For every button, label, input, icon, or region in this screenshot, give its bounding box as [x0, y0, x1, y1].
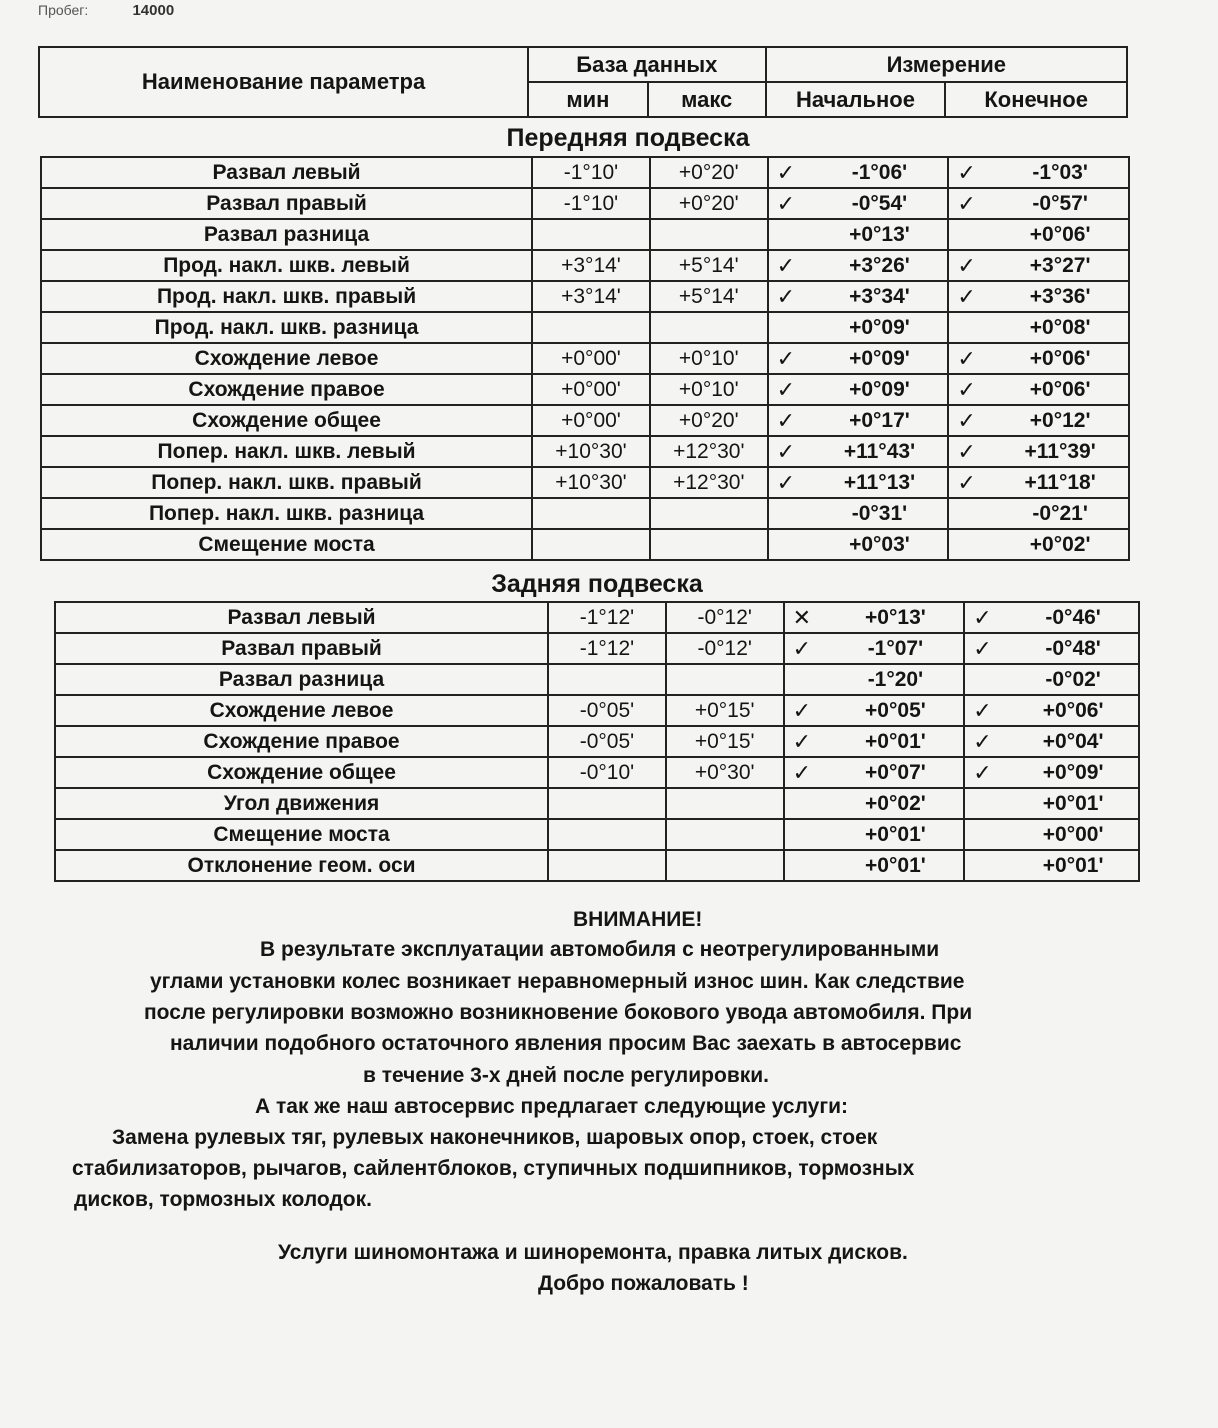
final-value-cell: +0°08': [992, 312, 1129, 343]
table-row: [55, 819, 1139, 850]
min-value-cell: -1°12': [548, 602, 666, 633]
final-check-icon: ✓: [964, 602, 1008, 633]
final-value-cell: +0°02': [992, 529, 1129, 560]
param-name-cell: Попер. накл. шкв. левый: [41, 436, 532, 467]
front-table: [40, 156, 1130, 561]
max-value-cell: [666, 664, 784, 695]
final-check-icon: [964, 664, 1008, 695]
table-row: [55, 788, 1139, 819]
param-name-cell: Прод. накл. шкв. левый: [41, 250, 532, 281]
param-name-cell: Развал правый: [41, 188, 532, 219]
initial-check-icon: ✓: [784, 757, 828, 788]
max-value-cell: +5°14': [650, 250, 768, 281]
notice-line: дисков, тормозных колодок.: [74, 1188, 372, 1211]
final-value-cell: +0°12': [992, 405, 1129, 436]
initial-check-icon: [784, 850, 828, 881]
min-value-cell: [548, 819, 666, 850]
table-row: [41, 529, 1129, 560]
initial-check-icon: [784, 788, 828, 819]
max-value-cell: [650, 529, 768, 560]
final-value-cell: +3°27': [992, 250, 1129, 281]
notice-line: А так же наш автосервис предлагает следующие услуги:: [255, 1095, 849, 1118]
min-value-cell: +0°00': [532, 343, 650, 374]
final-check-icon: [964, 850, 1008, 881]
initial-value-cell: +0°13': [828, 602, 965, 633]
final-check-icon: [948, 312, 992, 343]
table-row: [55, 726, 1139, 757]
initial-check-icon: ✓: [768, 188, 812, 219]
final-value-cell: +0°00': [1008, 819, 1139, 850]
min-value-cell: -1°10': [532, 188, 650, 219]
initial-value-cell: +0°05': [828, 695, 965, 726]
max-value-cell: +0°10': [650, 343, 768, 374]
min-header: мин: [528, 82, 648, 117]
final-check-icon: ✓: [948, 188, 992, 219]
max-value-cell: [650, 312, 768, 343]
max-value-cell: +0°20': [650, 157, 768, 188]
final-check-icon: ✓: [948, 250, 992, 281]
param-name-cell: Прод. накл. шкв. разница: [41, 312, 532, 343]
initial-value-cell: +3°26': [812, 250, 949, 281]
initial-value-cell: +0°01': [828, 819, 965, 850]
table-row: [41, 219, 1129, 250]
final-value-cell: +0°01': [1008, 850, 1139, 881]
param-name-cell: Отклонение геом. оси: [55, 850, 548, 881]
notice-line: наличии подобного остаточного явления просим Вас заехать в автосервис: [170, 1032, 962, 1055]
min-value-cell: -0°05': [548, 726, 666, 757]
initial-value-cell: +0°03': [812, 529, 949, 560]
table-row: [55, 664, 1139, 695]
initial-check-icon: [784, 819, 828, 850]
initial-value-cell: -0°31': [812, 498, 949, 529]
max-value-cell: +0°10': [650, 374, 768, 405]
max-value-cell: -0°12': [666, 633, 784, 664]
param-name-header: Наименование параметра: [39, 47, 528, 117]
min-value-cell: -0°10': [548, 757, 666, 788]
final-check-icon: ✓: [948, 157, 992, 188]
min-value-cell: [548, 788, 666, 819]
mileage-label: Пробег:: [38, 2, 89, 18]
param-name-cell: Развал левый: [41, 157, 532, 188]
final-value-cell: -0°57': [992, 188, 1129, 219]
initial-check-icon: ✕: [784, 602, 828, 633]
initial-value-cell: -1°20': [828, 664, 965, 695]
final-value-cell: +11°18': [992, 467, 1129, 498]
initial-value-cell: +0°01': [828, 726, 965, 757]
mileage: [38, 2, 174, 19]
min-value-cell: +10°30': [532, 467, 650, 498]
table-row: [41, 467, 1129, 498]
initial-check-icon: ✓: [768, 467, 812, 498]
final-value-cell: -0°21': [992, 498, 1129, 529]
measurement-header: Измерение: [766, 47, 1127, 82]
table-row: [55, 850, 1139, 881]
notice-title: ВНИМАНИЕ!: [573, 908, 703, 931]
initial-check-icon: [768, 312, 812, 343]
initial-check-icon: ✓: [768, 374, 812, 405]
table-row: [41, 188, 1129, 219]
final-value-cell: -1°03': [992, 157, 1129, 188]
final-value-cell: +0°06': [992, 343, 1129, 374]
table-row: [41, 157, 1129, 188]
min-value-cell: -0°05': [548, 695, 666, 726]
initial-check-icon: [768, 529, 812, 560]
initial-check-icon: [768, 219, 812, 250]
final-header: Конечное: [945, 82, 1127, 117]
initial-value-cell: +3°34': [812, 281, 949, 312]
final-check-icon: ✓: [948, 281, 992, 312]
min-value-cell: [548, 664, 666, 695]
max-value-cell: [650, 498, 768, 529]
param-name-cell: Развал правый: [55, 633, 548, 664]
param-name-cell: Угол движения: [55, 788, 548, 819]
max-value-cell: +0°15': [666, 695, 784, 726]
table-row: [55, 757, 1139, 788]
max-value-cell: [666, 788, 784, 819]
final-value-cell: +11°39': [992, 436, 1129, 467]
initial-check-icon: ✓: [768, 157, 812, 188]
database-header: База данных: [528, 47, 766, 82]
max-value-cell: [666, 819, 784, 850]
param-name-cell: Развал разница: [55, 664, 548, 695]
min-value-cell: [532, 529, 650, 560]
param-name-cell: Развал левый: [55, 602, 548, 633]
max-value-cell: [666, 850, 784, 881]
max-value-cell: +0°30': [666, 757, 784, 788]
final-check-icon: ✓: [964, 726, 1008, 757]
final-value-cell: +0°06': [992, 219, 1129, 250]
table-row: [55, 602, 1139, 633]
max-value-cell: -0°12': [666, 602, 784, 633]
min-value-cell: [532, 219, 650, 250]
initial-check-icon: ✓: [768, 405, 812, 436]
max-value-cell: +0°20': [650, 188, 768, 219]
final-check-icon: ✓: [948, 405, 992, 436]
param-name-cell: Схождение правое: [41, 374, 532, 405]
notice-line: в течение 3-х дней после регулировки.: [363, 1064, 770, 1087]
initial-check-icon: ✓: [768, 281, 812, 312]
table-row: [55, 633, 1139, 664]
table-row: [41, 374, 1129, 405]
initial-value-cell: +11°13': [812, 467, 949, 498]
min-value-cell: -1°12': [548, 633, 666, 664]
final-check-icon: ✓: [964, 695, 1008, 726]
table-row: [41, 436, 1129, 467]
max-value-cell: +12°30': [650, 467, 768, 498]
param-name-cell: Попер. накл. шкв. правый: [41, 467, 532, 498]
final-value-cell: +3°36': [992, 281, 1129, 312]
notice-line: после регулировки возможно возникновение бокового увода автомобиля. При: [144, 1001, 973, 1024]
param-name-cell: Схождение общее: [55, 757, 548, 788]
max-value-cell: [650, 219, 768, 250]
initial-value-cell: -1°06': [812, 157, 949, 188]
param-name-cell: Прод. накл. шкв. правый: [41, 281, 532, 312]
initial-check-icon: ✓: [768, 436, 812, 467]
param-name-cell: Схождение правое: [55, 726, 548, 757]
table-row: [41, 405, 1129, 436]
final-value-cell: -0°46': [1008, 602, 1139, 633]
initial-check-icon: ✓: [784, 633, 828, 664]
param-name-cell: Схождение общее: [41, 405, 532, 436]
max-value-cell: +0°15': [666, 726, 784, 757]
initial-check-icon: [768, 498, 812, 529]
initial-value-cell: +0°17': [812, 405, 949, 436]
final-value-cell: -0°02': [1008, 664, 1139, 695]
initial-value-cell: +0°09': [812, 312, 949, 343]
min-value-cell: [532, 498, 650, 529]
final-value-cell: +0°06': [1008, 695, 1139, 726]
min-value-cell: +3°14': [532, 281, 650, 312]
table-row: [41, 250, 1129, 281]
rear-table: [54, 601, 1140, 882]
initial-value-cell: +0°09': [812, 374, 949, 405]
final-check-icon: ✓: [948, 436, 992, 467]
param-name-cell: Попер. накл. шкв. разница: [41, 498, 532, 529]
final-value-cell: +0°09': [1008, 757, 1139, 788]
initial-header: Начальное: [766, 82, 946, 117]
table-row: [55, 695, 1139, 726]
initial-check-icon: ✓: [784, 726, 828, 757]
final-check-icon: [948, 219, 992, 250]
notice-line: В результате эксплуатации автомобиля с неотрегулированными: [260, 938, 940, 961]
notice-line: Услуги шиномонтажа и шиноремонта, правка литых дисков.: [278, 1241, 908, 1264]
initial-value-cell: +0°02': [828, 788, 965, 819]
front-section-title: Передняя подвеска: [506, 124, 750, 152]
notice-line: Замена рулевых тяг, рулевых наконечников, шаровых опор, стоек, стоек: [112, 1126, 878, 1149]
initial-value-cell: +0°07': [828, 757, 965, 788]
initial-value-cell: +0°01': [828, 850, 965, 881]
table-row: [41, 281, 1129, 312]
mileage-value: 14000: [132, 2, 175, 19]
initial-value-cell: +11°43': [812, 436, 949, 467]
final-check-icon: ✓: [948, 343, 992, 374]
final-check-icon: [964, 819, 1008, 850]
initial-check-icon: [784, 664, 828, 695]
table-row: [41, 498, 1129, 529]
max-value-cell: +5°14': [650, 281, 768, 312]
max-value-cell: +0°20': [650, 405, 768, 436]
min-value-cell: +10°30': [532, 436, 650, 467]
final-check-icon: ✓: [964, 633, 1008, 664]
final-value-cell: +0°06': [992, 374, 1129, 405]
notice-line: углами установки колес возникает неравномерный износ шин. Как следствие: [150, 970, 965, 993]
max-header: макс: [648, 82, 766, 117]
initial-value-cell: +0°13': [812, 219, 949, 250]
header-table: [38, 46, 1128, 118]
initial-value-cell: -1°07': [828, 633, 965, 664]
param-name-cell: Смещение моста: [55, 819, 548, 850]
final-check-icon: ✓: [964, 757, 1008, 788]
min-value-cell: +0°00': [532, 374, 650, 405]
final-check-icon: ✓: [948, 374, 992, 405]
final-check-icon: [948, 529, 992, 560]
param-name-cell: Схождение левое: [55, 695, 548, 726]
param-name-cell: Развал разница: [41, 219, 532, 250]
notice-line: Добро пожаловать !: [538, 1272, 749, 1295]
initial-check-icon: ✓: [768, 343, 812, 374]
param-name-cell: Схождение левое: [41, 343, 532, 374]
initial-value-cell: -0°54': [812, 188, 949, 219]
min-value-cell: [548, 850, 666, 881]
final-check-icon: [948, 498, 992, 529]
min-value-cell: -1°10': [532, 157, 650, 188]
table-row: [41, 343, 1129, 374]
min-value-cell: +0°00': [532, 405, 650, 436]
param-name-cell: Смещение моста: [41, 529, 532, 560]
initial-check-icon: ✓: [784, 695, 828, 726]
min-value-cell: [532, 312, 650, 343]
final-value-cell: +0°04': [1008, 726, 1139, 757]
table-row: [41, 312, 1129, 343]
min-value-cell: +3°14': [532, 250, 650, 281]
final-check-icon: ✓: [948, 467, 992, 498]
initial-value-cell: +0°09': [812, 343, 949, 374]
final-check-icon: [964, 788, 1008, 819]
final-value-cell: -0°48': [1008, 633, 1139, 664]
final-value-cell: +0°01': [1008, 788, 1139, 819]
initial-check-icon: ✓: [768, 250, 812, 281]
rear-section-title: Задняя подвеска: [491, 570, 703, 598]
max-value-cell: +12°30': [650, 436, 768, 467]
notice-line: стабилизаторов, рычагов, сайлентблоков, ступичных подшипников, тормозных: [72, 1157, 915, 1180]
